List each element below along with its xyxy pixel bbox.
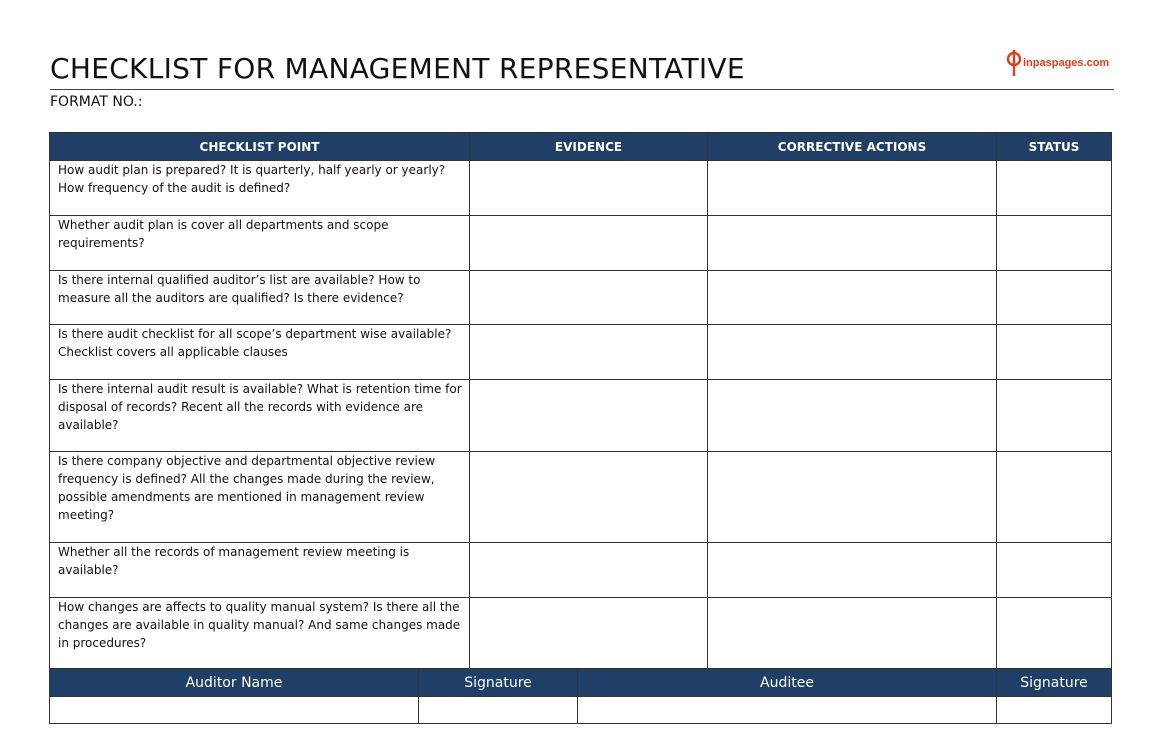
header-checklist-point: CHECKLIST POINT — [50, 133, 470, 161]
auditor-signature-field[interactable] — [419, 697, 578, 724]
evidence-cell[interactable] — [470, 598, 708, 670]
checklist-point-text: How audit plan is prepared? It is quarterly, half yearly or yearly? How frequency of the audit is defined? — [58, 163, 446, 195]
table-row — [50, 452, 1112, 543]
header-auditor-name: Auditor Name — [50, 669, 419, 697]
checklist-point-text: Whether audit plan is cover all departments and scope requirements? — [58, 218, 389, 250]
pin-logo-icon — [1006, 50, 1022, 76]
checklist-point-cell — [50, 452, 470, 543]
checklist-point-text: Is there internal audit result is available? What is retention time for disposal of records? Recent all the records with evidence are available? — [58, 382, 462, 432]
auditee-signature-field[interactable] — [997, 697, 1112, 724]
checklist-point-cell — [50, 380, 470, 452]
evidence-cell[interactable] — [470, 380, 708, 452]
table-row — [50, 325, 1112, 380]
header-evidence: EVIDENCE — [470, 133, 708, 161]
checklist-point-cell — [50, 271, 470, 325]
corrective-actions-cell[interactable] — [708, 161, 997, 216]
checklist-point-text: Is there internal qualified auditor’s list are available? How to measure all the auditors are qualified? Is there evidence? — [58, 273, 421, 305]
evidence-cell[interactable] — [470, 161, 708, 216]
corrective-actions-cell[interactable] — [708, 271, 997, 325]
status-cell[interactable] — [997, 380, 1112, 452]
table-row — [50, 271, 1112, 325]
header-corrective-actions: CORRECTIVE ACTIONS — [708, 133, 997, 161]
logo-text: inpaspages.com — [1023, 57, 1110, 69]
site-logo — [1006, 50, 1109, 76]
evidence-cell[interactable] — [470, 325, 708, 380]
checklist-point-cell — [50, 161, 470, 216]
header-status: STATUS — [997, 133, 1112, 161]
header-auditee-signature: Signature — [997, 669, 1112, 697]
status-cell[interactable] — [997, 452, 1112, 543]
evidence-cell[interactable] — [470, 452, 708, 543]
header-auditor-signature: Signature — [419, 669, 578, 697]
checklist-point-cell — [50, 543, 470, 598]
signature-input-row — [50, 697, 1112, 724]
corrective-actions-cell[interactable] — [708, 452, 997, 543]
checklist-point-cell — [50, 598, 470, 670]
signature-header-row — [50, 669, 1112, 697]
status-cell[interactable] — [997, 161, 1112, 216]
checklist-point-cell — [50, 325, 470, 380]
corrective-actions-cell[interactable] — [708, 598, 997, 670]
checklist-point-text: Is there company objective and departmental objective review frequency is defined? All the changes made during the review, possible amendments are mentioned in management review meeting? — [58, 454, 436, 522]
corrective-actions-cell[interactable] — [708, 380, 997, 452]
format-number-label: FORMAT NO.: — [50, 94, 143, 110]
status-cell[interactable] — [997, 598, 1112, 670]
checklist-point-text: Is there audit checklist for all scope’s department wise available? Checklist covers all applicable clauses — [58, 327, 452, 359]
checklist-table — [49, 132, 1112, 670]
document-title: CHECKLIST FOR MANAGEMENT REPRESENTATIVE — [50, 52, 745, 85]
table-row — [50, 380, 1112, 452]
evidence-cell[interactable] — [470, 543, 708, 598]
header-auditee: Auditee — [578, 669, 997, 697]
corrective-actions-cell[interactable] — [708, 325, 997, 380]
title-divider — [50, 89, 1114, 90]
status-cell[interactable] — [997, 271, 1112, 325]
evidence-cell[interactable] — [470, 216, 708, 271]
checklist-point-cell — [50, 216, 470, 271]
signature-table — [49, 668, 1112, 724]
status-cell[interactable] — [997, 543, 1112, 598]
table-row — [50, 216, 1112, 271]
auditor-name-field[interactable] — [50, 697, 419, 724]
checklist-header-row — [50, 133, 1112, 161]
status-cell[interactable] — [997, 216, 1112, 271]
status-cell[interactable] — [997, 325, 1112, 380]
checklist-point-text: Whether all the records of management review meeting is available? — [58, 545, 410, 577]
evidence-cell[interactable] — [470, 271, 708, 325]
table-row — [50, 598, 1112, 670]
checklist-point-text: How changes are affects to quality manual system? Is there all the changes are available in quality manual? And same changes made in procedures? — [58, 600, 461, 650]
table-row — [50, 543, 1112, 598]
table-row — [50, 161, 1112, 216]
corrective-actions-cell[interactable] — [708, 216, 997, 271]
corrective-actions-cell[interactable] — [708, 543, 997, 598]
auditee-field[interactable] — [578, 697, 997, 724]
